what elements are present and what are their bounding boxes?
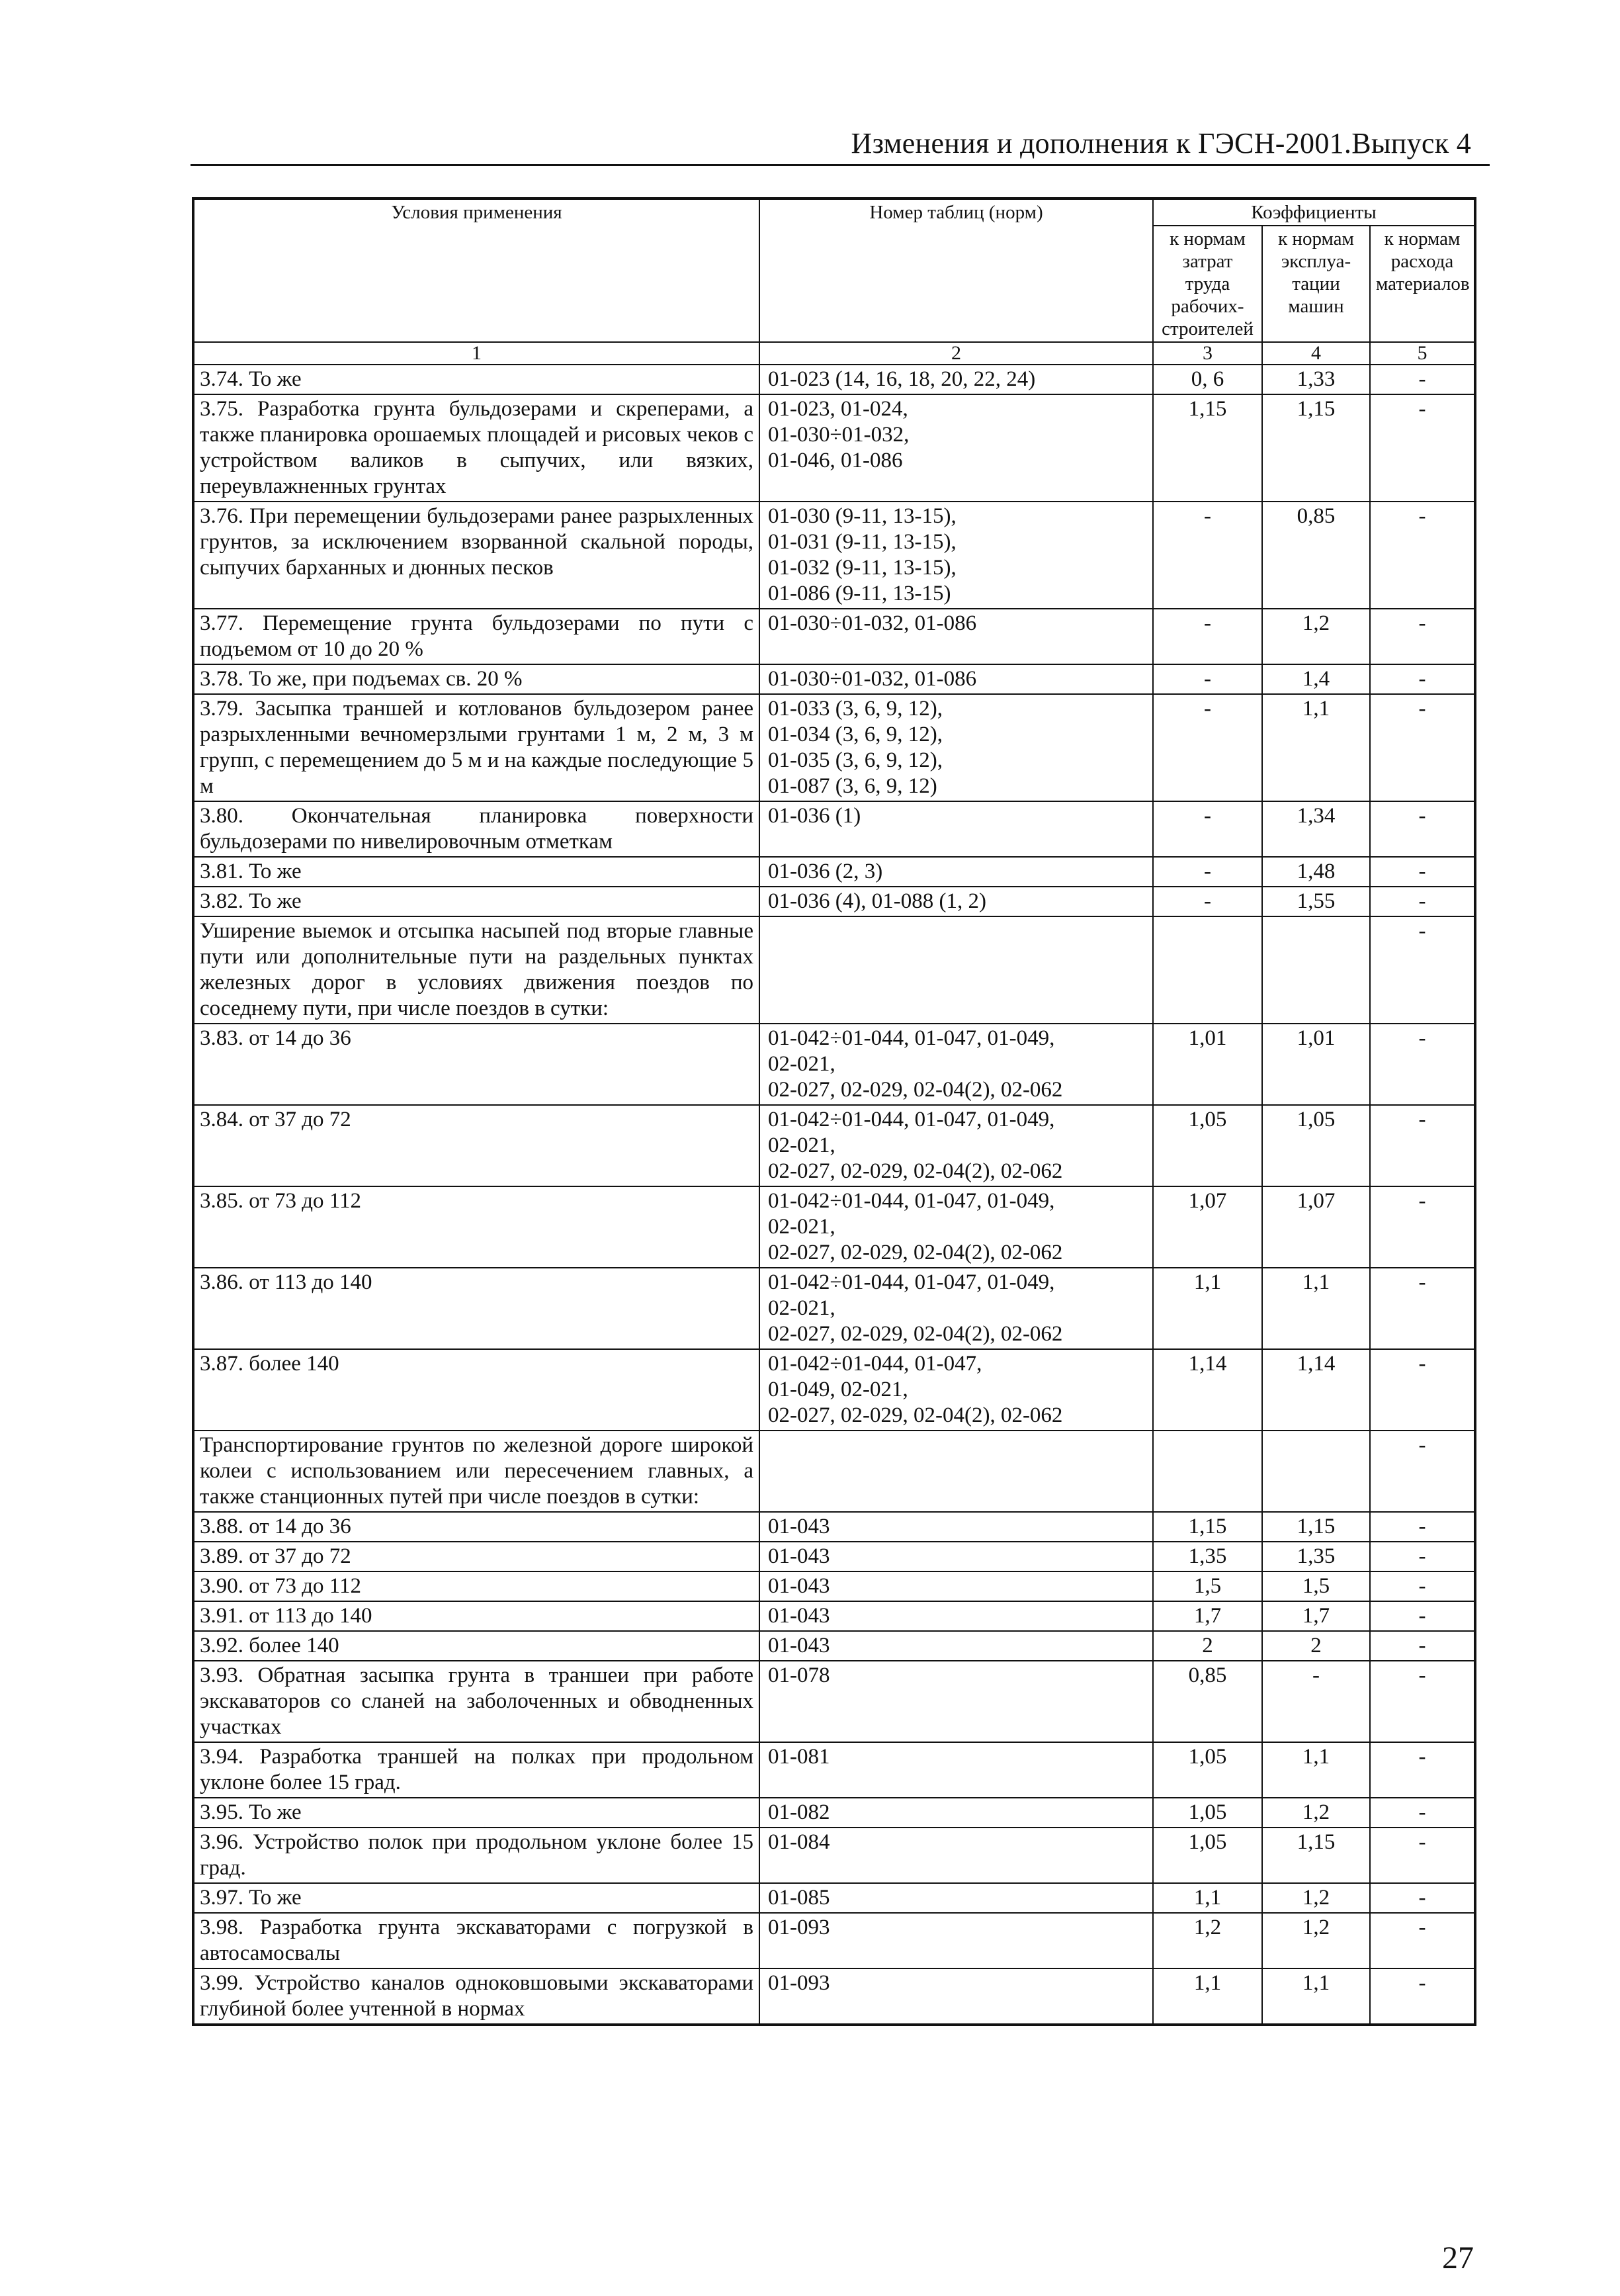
- table-row: [193, 1268, 1475, 1349]
- table-number-line: 01-030÷01-032,: [768, 423, 910, 447]
- materials-coefficient-cell: -: [1370, 1431, 1475, 1512]
- table-numbers-cell: [759, 1742, 1153, 1798]
- column-number-row: [193, 342, 1475, 365]
- page-number: 27: [1442, 2240, 1474, 2275]
- table-row: [193, 1431, 1475, 1512]
- table-number-line: 01-023, 01-024,: [768, 397, 908, 421]
- labor-coefficient-cell: 0,85: [1153, 1661, 1262, 1742]
- table-numbers-cell: [759, 502, 1153, 609]
- condition-cell: 3.78. То же, при подъемах св. 20 %: [193, 664, 759, 694]
- header-machines: к нормам эксплуа-тации машин: [1262, 226, 1370, 342]
- table-numbers-cell: [759, 1571, 1153, 1601]
- table-row: [193, 1828, 1475, 1883]
- machines-coefficient-cell: 0,85: [1262, 502, 1370, 609]
- table-numbers-cell: [759, 365, 1153, 394]
- table-number-line: 02-027, 02-029, 02-04(2), 02-062: [768, 1403, 1063, 1427]
- condition-cell: Транспортирование грунтов по железной дороге широкой колеи с использованием или пересечением главных, а также станционных путей при числе поездов в сутки:: [193, 1431, 759, 1512]
- condition-cell: 3.84. от 37 до 72: [193, 1105, 759, 1186]
- machines-coefficient-cell: 1,15: [1262, 394, 1370, 502]
- table-row: [193, 1661, 1475, 1742]
- table-number-line: 01-093: [768, 1916, 830, 1939]
- condition-cell: 3.95. То же: [193, 1798, 759, 1828]
- materials-coefficient-cell: -: [1370, 1968, 1475, 2025]
- table-numbers-cell: [759, 1828, 1153, 1883]
- machines-coefficient-cell: 1,33: [1262, 365, 1370, 394]
- condition-cell: 3.80. Окончательная планировка поверхности бульдозерами по нивелировочным отметкам: [193, 801, 759, 857]
- table-numbers-cell: [759, 1661, 1153, 1742]
- table-number-line: 01-042÷01-044, 01-047, 01-049,: [768, 1270, 1055, 1294]
- table-number-line: 01-042÷01-044, 01-047, 01-049,: [768, 1189, 1055, 1213]
- machines-coefficient-cell: 1,15: [1262, 1512, 1370, 1542]
- table-number-line: 02-021,: [768, 1052, 835, 1076]
- materials-coefficient-cell: -: [1370, 1913, 1475, 1968]
- materials-coefficient-cell: -: [1370, 1661, 1475, 1742]
- materials-coefficient-cell: -: [1370, 1105, 1475, 1186]
- table-numbers-cell: [759, 887, 1153, 916]
- materials-coefficient-cell: -: [1370, 1268, 1475, 1349]
- table-row: [193, 609, 1475, 664]
- header-materials: к нормам расхода материалов: [1370, 226, 1475, 342]
- table-number-line: 01-043: [768, 1574, 830, 1598]
- condition-cell: 3.74. То же: [193, 365, 759, 394]
- materials-coefficient-cell: -: [1370, 1349, 1475, 1431]
- table-number-line: 01-081: [768, 1745, 830, 1769]
- column-number: 3: [1153, 342, 1262, 365]
- table-number-line: 01-093: [768, 1971, 830, 1995]
- machines-coefficient-cell: 1,5: [1262, 1571, 1370, 1601]
- table-numbers-cell: [759, 1431, 1153, 1512]
- labor-coefficient-cell: 1,05: [1153, 1742, 1262, 1798]
- table-numbers-cell: [759, 1186, 1153, 1268]
- labor-coefficient-cell: -: [1153, 609, 1262, 664]
- table-numbers-cell: [759, 664, 1153, 694]
- table-number-line: 01-030÷01-032, 01-086: [768, 667, 977, 691]
- labor-coefficient-cell: -: [1153, 664, 1262, 694]
- machines-coefficient-cell: [1262, 916, 1370, 1024]
- machines-coefficient-cell: 2: [1262, 1631, 1370, 1661]
- materials-coefficient-cell: -: [1370, 1542, 1475, 1571]
- table-number-line: 02-027, 02-029, 02-04(2), 02-062: [768, 1322, 1063, 1346]
- table-numbers-cell: [759, 1349, 1153, 1431]
- condition-cell: 3.88. от 14 до 36: [193, 1512, 759, 1542]
- table-numbers-cell: [759, 1968, 1153, 2025]
- machines-coefficient-cell: 1,2: [1262, 1798, 1370, 1828]
- materials-coefficient-cell: -: [1370, 857, 1475, 887]
- table-row: [193, 1512, 1475, 1542]
- condition-cell: 3.83. от 14 до 36: [193, 1024, 759, 1105]
- table-row: [193, 887, 1475, 916]
- materials-coefficient-cell: -: [1370, 502, 1475, 609]
- table-row: [193, 1601, 1475, 1631]
- labor-coefficient-cell: -: [1153, 694, 1262, 801]
- labor-coefficient-cell: 2: [1153, 1631, 1262, 1661]
- condition-cell: 3.76. При перемещении бульдозерами ранее разрыхленных грунтов, за исключением взорванной скальной породы, сыпучих барханных и дюнных песков: [193, 502, 759, 609]
- table-number-line: 02-021,: [768, 1133, 835, 1157]
- labor-coefficient-cell: 1,1: [1153, 1968, 1262, 2025]
- table-numbers-cell: [759, 1798, 1153, 1828]
- table-number-line: 01-085: [768, 1886, 830, 1910]
- table-number-line: 01-042÷01-044, 01-047, 01-049,: [768, 1026, 1055, 1050]
- header-title: Изменения и дополнения к ГЭСН-2001.Выпуск 4: [851, 127, 1471, 159]
- table-numbers-cell: [759, 1631, 1153, 1661]
- table-row: [193, 664, 1475, 694]
- machines-coefficient-cell: 1,2: [1262, 1913, 1370, 1968]
- table-row: [193, 801, 1475, 857]
- column-number: 5: [1370, 342, 1475, 365]
- table-row: [193, 1571, 1475, 1601]
- table-number-line: 01-023 (14, 16, 18, 20, 22, 24): [768, 367, 1036, 391]
- condition-cell: 3.82. То же: [193, 887, 759, 916]
- condition-cell: 3.77. Перемещение грунта бульдозерами по пути с подъемом от 10 до 20 %: [193, 609, 759, 664]
- condition-cell: 3.92. более 140: [193, 1631, 759, 1661]
- table-number-line: 02-027, 02-029, 02-04(2), 02-062: [768, 1159, 1063, 1183]
- table-row: [193, 1024, 1475, 1105]
- condition-cell: 3.87. более 140: [193, 1349, 759, 1431]
- table-number-line: 02-027, 02-029, 02-04(2), 02-062: [768, 1241, 1063, 1264]
- materials-coefficient-cell: -: [1370, 1024, 1475, 1105]
- materials-coefficient-cell: -: [1370, 1512, 1475, 1542]
- table-number-line: 01-036 (2, 3): [768, 860, 883, 883]
- machines-coefficient-cell: 1,1: [1262, 1968, 1370, 2025]
- header-table-numbers: Номер таблиц (норм): [759, 199, 1153, 342]
- machines-coefficient-cell: 1,2: [1262, 609, 1370, 664]
- table-numbers-cell: [759, 394, 1153, 502]
- table-number-line: 01-030 (9-11, 13-15),: [768, 504, 957, 528]
- table-number-line: 01-078: [768, 1663, 830, 1687]
- table-numbers-cell: [759, 1268, 1153, 1349]
- table-number-line: 01-082: [768, 1800, 830, 1824]
- labor-coefficient-cell: [1153, 1431, 1262, 1512]
- condition-cell: 3.79. Засыпка траншей и котлованов бульдозером ранее разрыхленными вечномерзлыми грунтами 1 м, 2 м, 3 м групп, с перемещением до 5 м и на каждые последующие 5 м: [193, 694, 759, 801]
- table-number-line: 01-087 (3, 6, 9, 12): [768, 774, 937, 798]
- machines-coefficient-cell: 1,1: [1262, 694, 1370, 801]
- table-row: [193, 694, 1475, 801]
- labor-coefficient-cell: 0, 6: [1153, 365, 1262, 394]
- machines-coefficient-cell: 1,34: [1262, 801, 1370, 857]
- table-numbers-cell: [759, 609, 1153, 664]
- condition-cell: 3.81. То же: [193, 857, 759, 887]
- table-number-line: 01-031 (9-11, 13-15),: [768, 530, 957, 554]
- machines-coefficient-cell: 1,48: [1262, 857, 1370, 887]
- table-numbers-cell: [759, 1601, 1153, 1631]
- table-numbers-cell: [759, 857, 1153, 887]
- labor-coefficient-cell: 1,05: [1153, 1828, 1262, 1883]
- condition-cell: 3.97. То же: [193, 1883, 759, 1913]
- table-number-line: 01-084: [768, 1830, 830, 1854]
- table-number-line: 01-043: [768, 1634, 830, 1657]
- machines-coefficient-cell: 1,15: [1262, 1828, 1370, 1883]
- materials-coefficient-cell: -: [1370, 1798, 1475, 1828]
- table-number-line: 01-034 (3, 6, 9, 12),: [768, 723, 943, 746]
- header-conditions: Условия применения: [193, 199, 759, 342]
- column-number: 1: [193, 342, 759, 365]
- condition-cell: 3.85. от 73 до 112: [193, 1186, 759, 1268]
- header-labor: к нормам затрат труда рабочих-строителей: [1153, 226, 1262, 342]
- table-row: [193, 1105, 1475, 1186]
- table-row: [193, 1631, 1475, 1661]
- machines-coefficient-cell: [1262, 1431, 1370, 1512]
- labor-coefficient-cell: 1,7: [1153, 1601, 1262, 1631]
- table-row: [193, 857, 1475, 887]
- table-row: [193, 1186, 1475, 1268]
- table-number-line: 01-043: [768, 1604, 830, 1628]
- table-row: [193, 1798, 1475, 1828]
- table-numbers-cell: [759, 1105, 1153, 1186]
- materials-coefficient-cell: -: [1370, 1883, 1475, 1913]
- table-number-line: 02-021,: [768, 1215, 835, 1239]
- materials-coefficient-cell: -: [1370, 694, 1475, 801]
- materials-coefficient-cell: -: [1370, 365, 1475, 394]
- table-row: [193, 1349, 1475, 1431]
- machines-coefficient-cell: 1,4: [1262, 664, 1370, 694]
- materials-coefficient-cell: -: [1370, 801, 1475, 857]
- condition-cell: 3.94. Разработка траншей на полках при продольном уклоне более 15 град.: [193, 1742, 759, 1798]
- labor-coefficient-cell: -: [1153, 801, 1262, 857]
- table-numbers-cell: [759, 1883, 1153, 1913]
- materials-coefficient-cell: -: [1370, 1571, 1475, 1601]
- materials-coefficient-cell: -: [1370, 916, 1475, 1024]
- table-number-line: 01-049, 02-021,: [768, 1378, 908, 1401]
- machines-coefficient-cell: 1,1: [1262, 1268, 1370, 1349]
- table-numbers-cell: [759, 916, 1153, 1024]
- condition-cell: 3.75. Разработка грунта бульдозерами и скреперами, а также планировка орошаемых площадей и рисовых чеков с устройством валиков в сыпучих, или вязких, переувлажненных грунтах: [193, 394, 759, 502]
- table-number-line: 01-043: [768, 1544, 830, 1568]
- condition-cell: 3.91. от 113 до 140: [193, 1601, 759, 1631]
- machines-coefficient-cell: 1,1: [1262, 1742, 1370, 1798]
- table-number-line: 01-033 (3, 6, 9, 12),: [768, 697, 943, 721]
- materials-coefficient-cell: -: [1370, 1631, 1475, 1661]
- table-row: [193, 365, 1475, 394]
- machines-coefficient-cell: 1,05: [1262, 1105, 1370, 1186]
- table-row: [193, 1542, 1475, 1571]
- table-number-line: 02-027, 02-029, 02-04(2), 02-062: [768, 1078, 1063, 1102]
- materials-coefficient-cell: -: [1370, 1601, 1475, 1631]
- table-number-line: 01-042÷01-044, 01-047, 01-049,: [768, 1108, 1055, 1131]
- labor-coefficient-cell: 1,05: [1153, 1105, 1262, 1186]
- labor-coefficient-cell: 1,14: [1153, 1349, 1262, 1431]
- table-row: [193, 1742, 1475, 1798]
- labor-coefficient-cell: -: [1153, 857, 1262, 887]
- table-number-line: 01-043: [768, 1515, 830, 1538]
- condition-cell: 3.98. Разработка грунта экскаваторами с погрузкой в автосамосвалы: [193, 1913, 759, 1968]
- labor-coefficient-cell: 1,2: [1153, 1913, 1262, 1968]
- table-body: [193, 365, 1475, 2025]
- page-header: [191, 126, 1490, 166]
- condition-cell: 3.99. Устройство каналов одноковшовыми экскаваторами глубиной более учтенной в нормах: [193, 1968, 759, 2025]
- header-coefficients: Коэффициенты: [1153, 199, 1475, 226]
- table-number-line: 01-036 (4), 01-088 (1, 2): [768, 889, 986, 913]
- table-row: [193, 502, 1475, 609]
- table-number-line: 01-030÷01-032, 01-086: [768, 611, 977, 635]
- condition-cell: 3.96. Устройство полок при продольном уклоне более 15 град.: [193, 1828, 759, 1883]
- column-number: 4: [1262, 342, 1370, 365]
- table-row: [193, 1883, 1475, 1913]
- condition-cell: Уширение выемок и отсыпка насыпей под вторые главные пути или дополнительные пути на раздельных пунктах железных дорог в условиях движения поездов по соседнему пути, при числе поездов в сутки:: [193, 916, 759, 1024]
- table-number-line: 01-035 (3, 6, 9, 12),: [768, 748, 943, 772]
- condition-cell: 3.86. от 113 до 140: [193, 1268, 759, 1349]
- labor-coefficient-cell: 1,15: [1153, 1512, 1262, 1542]
- materials-coefficient-cell: -: [1370, 887, 1475, 916]
- labor-coefficient-cell: 1,1: [1153, 1883, 1262, 1913]
- materials-coefficient-cell: -: [1370, 394, 1475, 502]
- condition-cell: 3.89. от 37 до 72: [193, 1542, 759, 1571]
- labor-coefficient-cell: -: [1153, 502, 1262, 609]
- table-number-line: 01-036 (1): [768, 804, 861, 828]
- table-numbers-cell: [759, 1512, 1153, 1542]
- machines-coefficient-cell: 1,07: [1262, 1186, 1370, 1268]
- table-number-line: 01-086 (9-11, 13-15): [768, 582, 951, 605]
- condition-cell: 3.93. Обратная засыпка грунта в траншеи при работе экскаваторов со сланей на заболоченных и обводненных участках: [193, 1661, 759, 1742]
- machines-coefficient-cell: 1,35: [1262, 1542, 1370, 1571]
- labor-coefficient-cell: 1,05: [1153, 1798, 1262, 1828]
- table-row: [193, 1968, 1475, 2025]
- labor-coefficient-cell: 1,15: [1153, 394, 1262, 502]
- machines-coefficient-cell: 1,55: [1262, 887, 1370, 916]
- machines-coefficient-cell: -: [1262, 1661, 1370, 1742]
- table-numbers-cell: [759, 1542, 1153, 1571]
- table-numbers-cell: [759, 801, 1153, 857]
- labor-coefficient-cell: [1153, 916, 1262, 1024]
- table-numbers-cell: [759, 1913, 1153, 1968]
- table-number-line: 01-032 (9-11, 13-15),: [768, 556, 957, 580]
- materials-coefficient-cell: -: [1370, 1186, 1475, 1268]
- labor-coefficient-cell: 1,35: [1153, 1542, 1262, 1571]
- materials-coefficient-cell: -: [1370, 664, 1475, 694]
- machines-coefficient-cell: 1,01: [1262, 1024, 1370, 1105]
- labor-coefficient-cell: 1,5: [1153, 1571, 1262, 1601]
- table-number-line: 02-021,: [768, 1296, 835, 1320]
- machines-coefficient-cell: 1,14: [1262, 1349, 1370, 1431]
- table-row: [193, 394, 1475, 502]
- column-number: 2: [759, 342, 1153, 365]
- machines-coefficient-cell: 1,7: [1262, 1601, 1370, 1631]
- table-numbers-cell: [759, 694, 1153, 801]
- materials-coefficient-cell: -: [1370, 1742, 1475, 1798]
- table-row: [193, 916, 1475, 1024]
- labor-coefficient-cell: 1,1: [1153, 1268, 1262, 1349]
- coefficients-table: [192, 197, 1476, 2026]
- labor-coefficient-cell: -: [1153, 887, 1262, 916]
- condition-cell: 3.90. от 73 до 112: [193, 1571, 759, 1601]
- table-row: [193, 1913, 1475, 1968]
- materials-coefficient-cell: -: [1370, 1828, 1475, 1883]
- labor-coefficient-cell: 1,07: [1153, 1186, 1262, 1268]
- labor-coefficient-cell: 1,01: [1153, 1024, 1262, 1105]
- machines-coefficient-cell: 1,2: [1262, 1883, 1370, 1913]
- table-number-line: 01-046, 01-086: [768, 449, 903, 472]
- table-numbers-cell: [759, 1024, 1153, 1105]
- materials-coefficient-cell: -: [1370, 609, 1475, 664]
- table-number-line: 01-042÷01-044, 01-047,: [768, 1352, 982, 1376]
